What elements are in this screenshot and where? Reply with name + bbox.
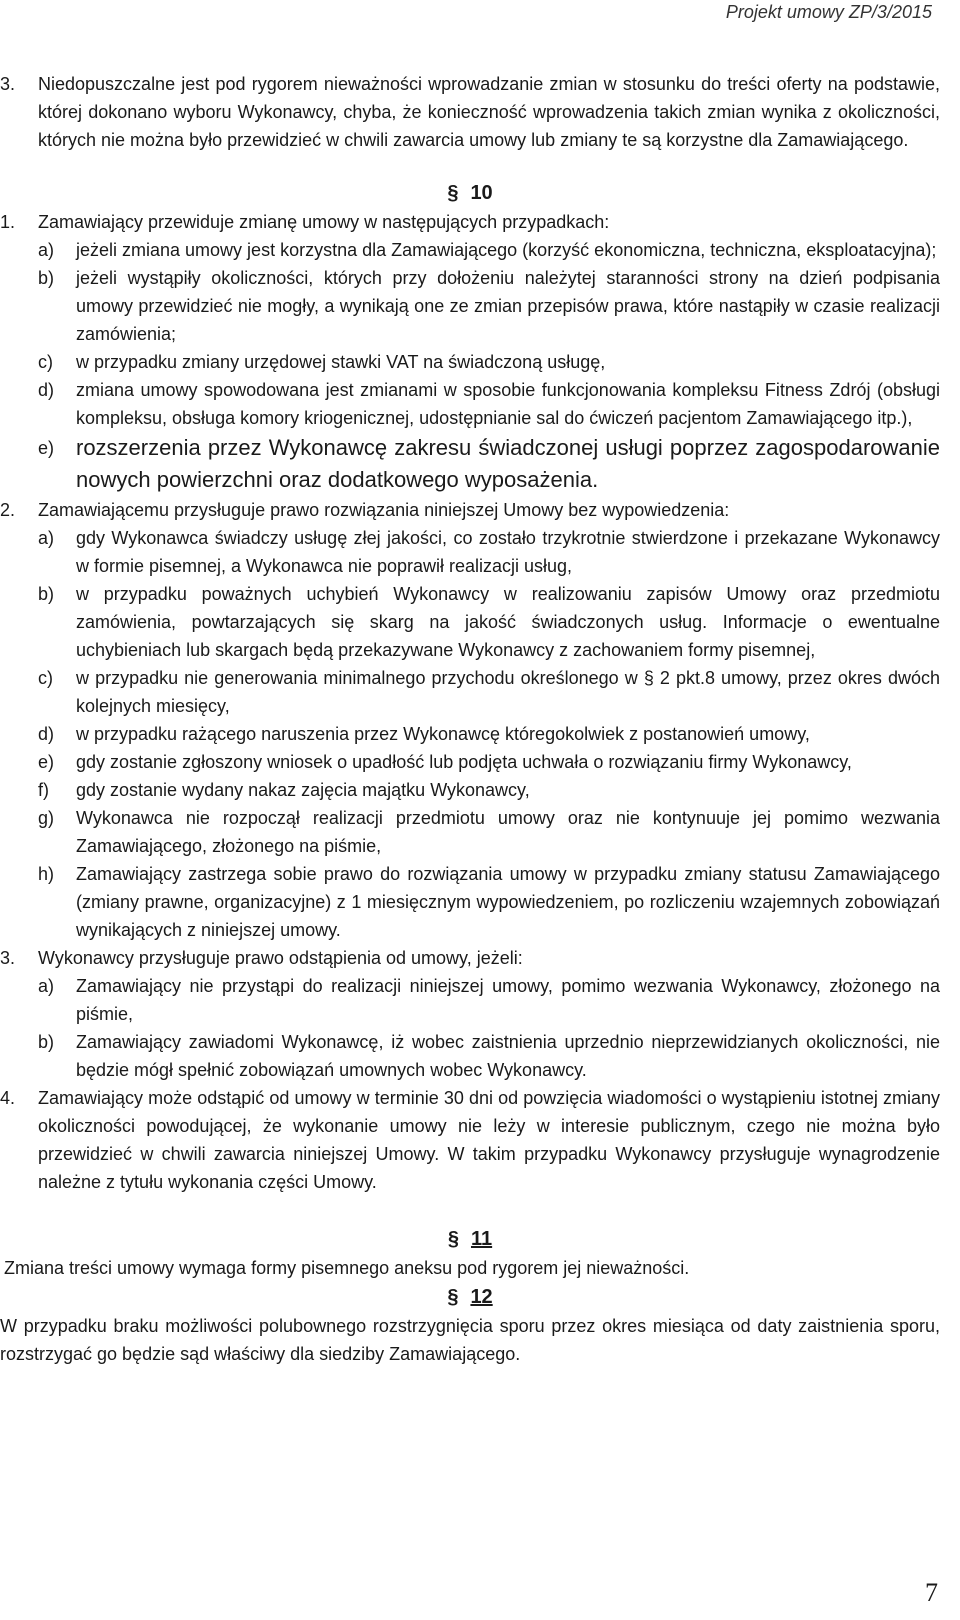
list-item xyxy=(0,748,940,776)
section-heading-10 xyxy=(0,178,940,208)
list-item xyxy=(0,972,940,1028)
paragraph-text: Niedopuszczalne jest pod rygorem nieważności wprowadzanie zmian w stosunku do treści oferty na podstawie, której dokonano wyboru Wykonawcy, chyba, że konieczność wprowadzenia takich zmian wynika z okoliczności, których nie można było przewidzieć w chwili zawarcia umowy lub zmiany te są korzystne dla Zamawiającego. xyxy=(38,74,940,150)
section-sign-icon: § xyxy=(447,182,459,204)
item-text: rozszerzenia przez Wykonawcę zakresu świadczonej usługi poprzez zagospodarowanie nowych powierzchni oraz dodatkowego wyposażenia. xyxy=(76,435,940,492)
list-item xyxy=(0,432,940,496)
point-text: Zamawiający przewiduje zmianę umowy w następujących przypadkach: xyxy=(38,212,610,232)
section-heading-12 xyxy=(0,1282,940,1312)
item-text: w przypadku zmiany urzędowej stawki VAT na świadczoną usługę, xyxy=(76,352,606,372)
section-sign-icon: § xyxy=(447,1228,459,1250)
section-sign-icon: § xyxy=(447,1286,459,1308)
item-letter: b) xyxy=(38,268,55,288)
item-letter: f) xyxy=(38,780,49,800)
list-item xyxy=(0,1028,940,1084)
point-number: 2. xyxy=(0,500,16,520)
point-text: Wykonawcy przysługuje prawo odstąpienia od umowy, jeżeli: xyxy=(38,948,523,968)
section-number: 12 xyxy=(470,1286,493,1308)
item-letter: a) xyxy=(38,240,55,260)
section-number: 11 xyxy=(470,1228,493,1250)
item-letter: h) xyxy=(38,864,55,884)
item-letter: c) xyxy=(38,352,53,372)
point-number: 4. xyxy=(0,1088,16,1108)
item-text: jeżeli wystąpiły okoliczności, których przy dołożeniu należytej staranności strony na dzień podpisania umowy przewidzieć nie mogły, a wynikają one ze zmian przepisów prawa, które nastąpiły w czasie realizacji zamówienia; xyxy=(76,268,940,344)
page-number: 7 xyxy=(925,1578,938,1607)
item-letter: c) xyxy=(38,668,53,688)
item-text: jeżeli zmiana umowy jest korzystna dla Zamawiającego (korzyść ekonomiczna, techniczna, eksploatacyjna); xyxy=(76,240,937,260)
list-item xyxy=(0,264,940,348)
item-text: gdy zostanie wydany nakaz zajęcia majątku Wykonawcy, xyxy=(76,780,530,800)
section-10-point-1 xyxy=(0,208,940,236)
item-text: gdy Wykonawca świadczy usługę złej jakości, co zostało trzykrotnie stwierdzone i przekazane Wykonawcy w formie pisemnej, a Wykonawca nie poprawił realizacji usług, xyxy=(76,528,940,576)
section-10-point-3 xyxy=(0,944,940,972)
item-text: Wykonawca nie rozpoczął realizacji przedmiotu umowy oraz nie kontynuuje jej pomimo wezwania Zamawiającego, złożonego na piśmie, xyxy=(76,808,940,856)
item-letter: e) xyxy=(38,438,55,458)
section-11-text: Zmiana treści umowy wymaga formy pisemnego aneksu pod rygorem jej nieważności. xyxy=(4,1258,690,1278)
item-letter: a) xyxy=(38,976,55,996)
item-text: zmiana umowy spowodowana jest zmianami w sposobie funkcjonowania kompleksu Fitness Zdrój (obsługi kompleksu, obsługa komory kriogenicznej, udostępnianie sal do ćwiczeń pacjentom Zamawiającego itp.), xyxy=(76,380,940,428)
list-item xyxy=(0,804,940,860)
paragraph-number: 3. xyxy=(0,74,16,94)
list-item xyxy=(0,580,940,664)
item-text: Zamawiający nie przystąpi do realizacji niniejszej umowy, pomimo wezwania Wykonawcy, złożonego na piśmie, xyxy=(76,976,940,1024)
section-heading-11 xyxy=(0,1224,940,1254)
item-text: w przypadku rażącego naruszenia przez Wykonawcę któregokolwiek z postanowień umowy, xyxy=(76,724,810,744)
document-header: Projekt umowy ZP/3/2015 xyxy=(725,2,932,22)
item-letter: b) xyxy=(38,584,55,604)
item-text: Zamawiający zastrzega sobie prawo do rozwiązania umowy w przypadku zmiany statusu Zamawiającego (zmiany prawne, organizacyjne) z 1 miesięcznym wypowiedzeniem, po rozliczeniu wzajemnych zobowiązań wynikających z niniejszej umowy. xyxy=(76,864,940,940)
list-item xyxy=(0,776,940,804)
item-letter: d) xyxy=(38,724,55,744)
item-text: Zamawiający zawiadomi Wykonawcę, iż wobec zaistnienia uprzednio nieprzewidzianych okoliczności, nie będzie mógł spełnić zobowiązań umownych wobec Wykonawcy. xyxy=(76,1032,940,1080)
document-body xyxy=(0,70,940,1368)
list-item xyxy=(0,348,940,376)
item-letter: b) xyxy=(38,1032,55,1052)
section-10-point-2 xyxy=(0,496,940,524)
section-number: 10 xyxy=(470,182,493,204)
top-paragraph xyxy=(0,70,940,154)
list-item xyxy=(0,664,940,720)
list-item xyxy=(0,376,940,432)
section-12-text: W przypadku braku możliwości polubownego rozstrzygnięcia sporu przez okres miesiąca od daty zaistnienia sporu, rozstrzygać go będzie sąd właściwy dla siedziby Zamawiającego. xyxy=(0,1316,940,1364)
section-10-point-4 xyxy=(0,1084,940,1196)
point-number: 1. xyxy=(0,212,16,232)
point-text: Zamawiającemu przysługuje prawo rozwiązania niniejszej Umowy bez wypowiedzenia: xyxy=(38,500,730,520)
item-letter: a) xyxy=(38,528,55,548)
item-text: w przypadku poważnych uchybień Wykonawcy w realizowaniu zapisów Umowy oraz przedmiotu zamówienia, powtarzających się skarg na jakość świadczonych usług. Informacje o ewentualne uchybieniach lub skargach będą przekazywane Wykonawcy z zachowaniem formy pisemnej, xyxy=(76,584,940,660)
point-text: Zamawiający może odstąpić od umowy w terminie 30 dni od powzięcia wiadomości o wystąpieniu istotnej zmiany okoliczności powodującej, że wykonanie umowy nie leży w interesie publicznym, czego nie można było przewidzieć w chwili zawarcia niniejszej Umowy. W takim przypadku Wykonawcy przysługuje wynagrodzenie należne z tytułu wykonania części Umowy. xyxy=(38,1088,940,1192)
item-letter: e) xyxy=(38,752,55,772)
item-letter: d) xyxy=(38,380,55,400)
item-text: gdy zostanie zgłoszony wniosek o upadłość lub podjęta uchwała o rozwiązaniu firmy Wykonawcy, xyxy=(76,752,852,772)
list-item xyxy=(0,860,940,944)
item-text: w przypadku nie generowania minimalnego przychodu określonego w § 2 pkt.8 umowy, przez okres dwóch kolejnych miesięcy, xyxy=(76,668,940,716)
list-item xyxy=(0,236,940,264)
item-letter: g) xyxy=(38,808,55,828)
list-item xyxy=(0,720,940,748)
list-item xyxy=(0,524,940,580)
point-number: 3. xyxy=(0,948,16,968)
